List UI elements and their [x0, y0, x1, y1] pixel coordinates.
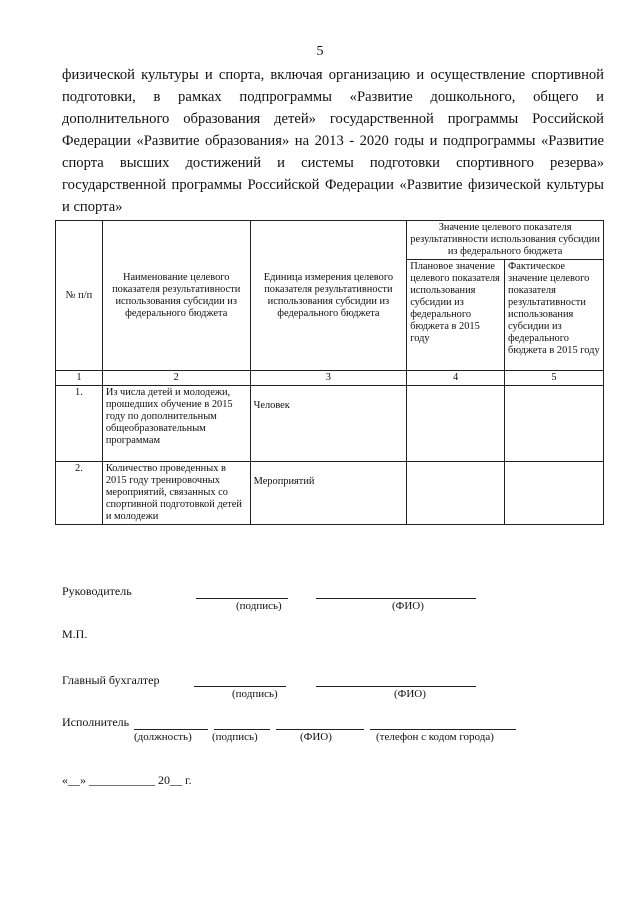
- executor-phone-line: [370, 729, 516, 730]
- header-row-top: [56, 221, 604, 260]
- column-number: 5: [505, 371, 604, 386]
- row-name: Количество проведенных в 2015 году тренировочных мероприятий, связанных со спортивной подготовкой детей и молодежи: [102, 462, 250, 525]
- row-num: 2.: [56, 462, 103, 525]
- executor-signature-line: [214, 729, 270, 730]
- column-number: 1: [56, 371, 103, 386]
- executor-position-line: [134, 729, 208, 730]
- row-unit: Человек: [250, 386, 407, 462]
- header-group: Значение целевого показателя результативности использования субсидии из федерального бюджета: [407, 221, 604, 260]
- head-signature-caption: (подпись): [236, 600, 282, 612]
- header-planned: Плановое значение целевого показателя использования субсидии из федерального бюджета в 2015 году: [407, 260, 505, 371]
- accountant-label: Главный бухгалтер: [62, 673, 160, 687]
- column-number: 2: [102, 371, 250, 386]
- table-row: [56, 386, 604, 462]
- executor-position-caption: (должность): [134, 731, 192, 743]
- accountant-fio-line: [316, 686, 476, 687]
- row-num: 1.: [56, 386, 103, 462]
- row-planned: [407, 386, 505, 462]
- header-name: Наименование целевого показателя результативности использования субсидии из федерального бюджета: [102, 221, 250, 371]
- head-label: Руководитель: [62, 584, 132, 598]
- executor-signature-caption: (подпись): [212, 731, 258, 743]
- header-num: № п/п: [56, 221, 103, 371]
- header-actual: Фактическое значение целевого показателя результативности использования субсидии из федерального бюджета в 2015 году: [505, 260, 604, 371]
- executor-fio-caption: (ФИО): [300, 731, 332, 743]
- row-actual: [505, 462, 604, 525]
- row-name: Из числа детей и молодежи, прошедших обучение в 2015 году по дополнительным общеобразовательным программам: [102, 386, 250, 462]
- row-unit: Мероприятий: [250, 462, 407, 525]
- executor-phone-caption: (телефон с кодом города): [376, 731, 494, 743]
- accountant-fio-caption: (ФИО): [394, 688, 426, 700]
- accountant-signature-caption: (подпись): [232, 688, 278, 700]
- row-actual: [505, 386, 604, 462]
- table-row: [56, 462, 604, 525]
- executor-label: Исполнитель: [62, 715, 130, 729]
- date-line: «__» ___________ 20__ г.: [62, 773, 192, 787]
- head-signature-line: [196, 598, 288, 599]
- column-number-row: [56, 371, 604, 386]
- row-planned: [407, 462, 505, 525]
- head-fio-caption: (ФИО): [392, 600, 424, 612]
- column-number: 3: [250, 371, 407, 386]
- executor-fio-line: [276, 729, 364, 730]
- page-number: 5: [316, 44, 324, 59]
- accountant-signature-line: [194, 686, 286, 687]
- intro-paragraph: физической культуры и спорта, включая организацию и осуществление спортивной подготовки, в рамках подпрограммы «Развитие дошкольного, общего и дополнительного образования детей» государственной программы Российской Федерации «Развитие образования» на 2013 - 2020 годы и подпрограммы «Развитие спорта высших достижений и системы подготовки спортивного резерва» государственной программы Российской Федерации «Развитие физической культуры и спорта»: [62, 67, 604, 215]
- head-fio-line: [316, 598, 476, 599]
- indicators-table: [55, 220, 604, 525]
- stamp-label: М.П.: [62, 627, 88, 641]
- header-unit: Единица измерения целевого показателя результативности использования субсидии из федерального бюджета: [250, 221, 407, 371]
- column-number: 4: [407, 371, 505, 386]
